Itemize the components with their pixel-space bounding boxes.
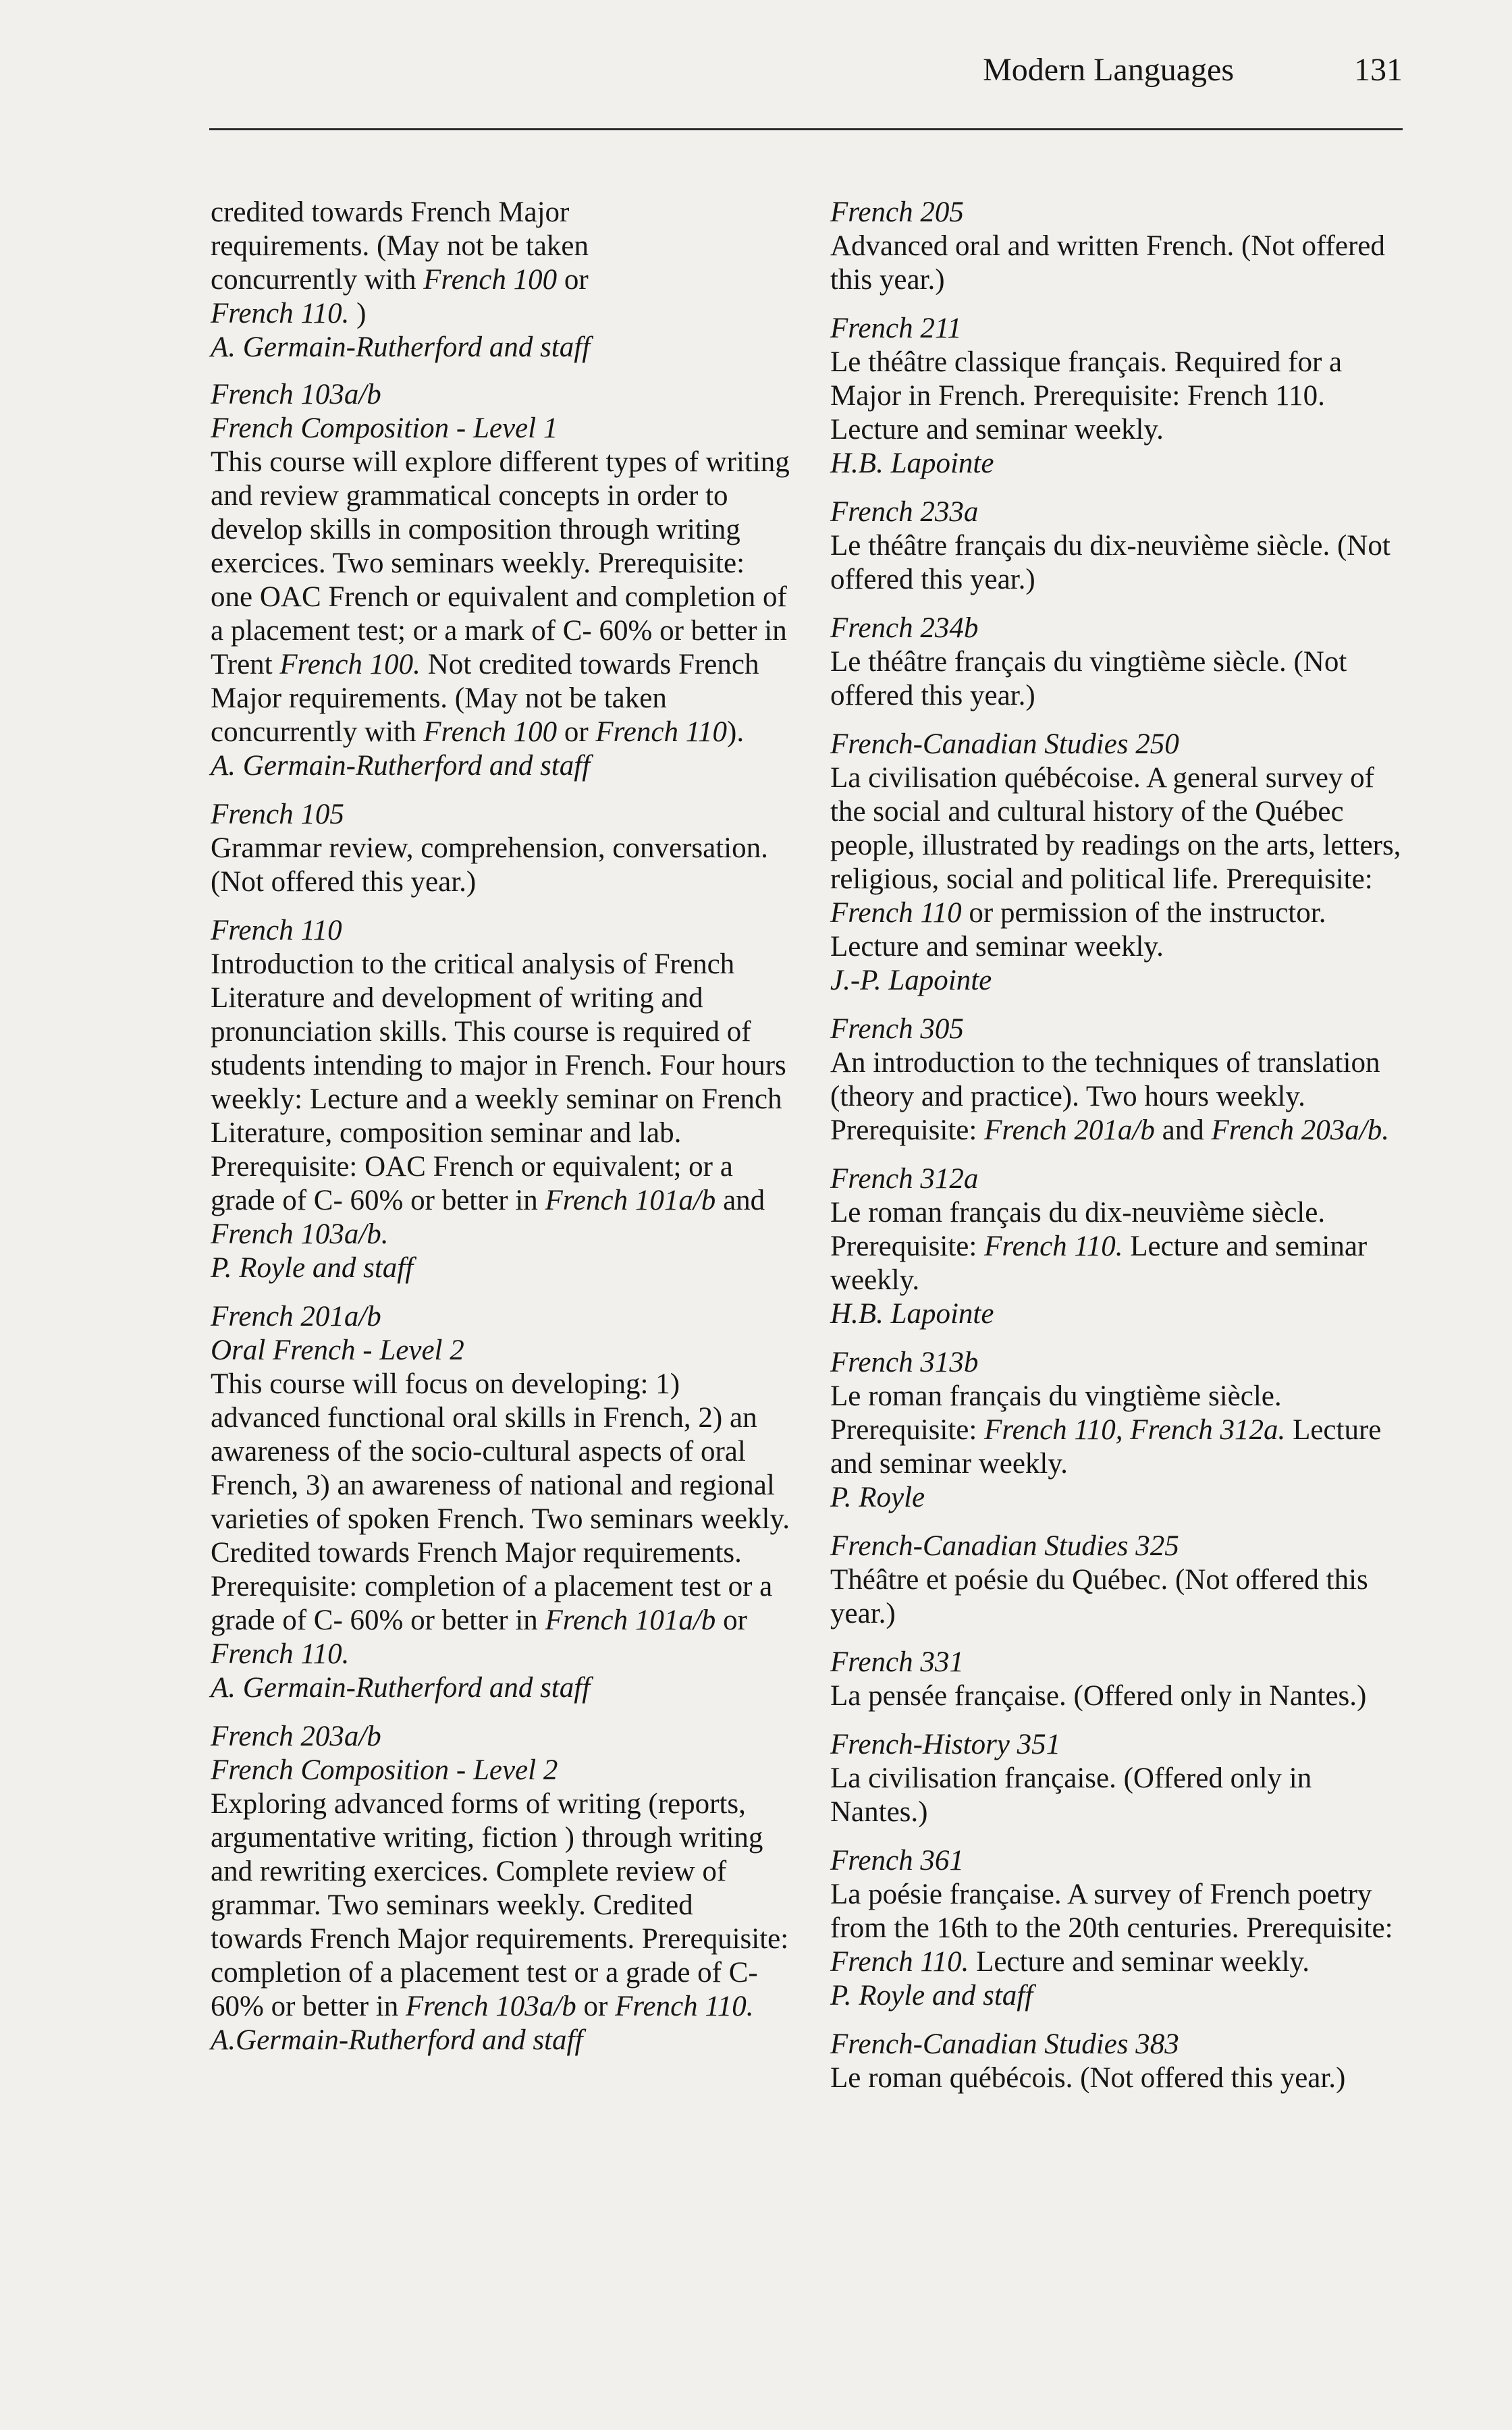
section-title: Modern Languages [983,52,1234,88]
course-description: La pensée française. (Offered only in Nantes.) [830,1680,1367,1712]
course-description: This course will explore different types of writing and review grammatical concepts in order to develop skills in composition through writing exercices. Two seminars weekly. Prerequisite: one OAC French or equivalent and completion of a placement test; or a mark of C- 60% or better in Trent French 100. Not credited towards French Major requirements. (May not be taken concurrently with French 100 or French 110). [211,446,790,748]
course-description: Le théâtre français du dix-neuvième siècle. (Not offered this year.) [830,530,1390,595]
course-subtitle: Oral French - Level 2 [211,1334,464,1366]
course-instructor: J.-P. Lapointe [830,965,992,996]
course-code: French-Canadian Studies 383 [830,2028,1179,2060]
left-column [211,196,791,2072]
course-entry [211,1720,791,2057]
course-entry [830,1346,1411,1515]
course-description: Le roman québécois. (Not offered this year.) [830,2062,1346,2094]
page-number: 131 [1354,52,1403,88]
course-code: French 312a [830,1163,979,1195]
course-entry [830,1162,1411,1331]
course-description: Exploring advanced forms of writing (reports, argumentative writing, fiction ) through writing and rewriting exercices. Complete review of grammar. Two seminars weekly. Credited towards French Major requirements. Prerequisite: completion of a placement test or a grade of C- 60% or better in French 103a/b or French 110. [211,1788,789,2022]
course-instructor: A. Germain-Rutherford and staff [211,1672,591,1704]
course-description: credited towards French Major requirements. (May not be taken concurrently with French 100 or French 110. ) [211,196,589,329]
course-code: French 205 [830,196,964,228]
course-code: French 305 [830,1013,964,1045]
course-entry [211,378,791,783]
course-entry [830,495,1411,597]
course-instructor: A. Germain-Rutherford and staff [211,750,591,782]
course-code: French-History 351 [830,1729,1061,1760]
course-code: French 234b [830,612,979,644]
page-header [209,49,1403,130]
course-description: La civilisation québécoise. A general survey of the social and cultural history of the Québec people, illustrated by readings on the arts, letters, religious, social and political life. Prerequisite: French 110 or permission of the instructor. Lecture and seminar weekly. [830,762,1401,963]
course-code: French-Canadian Studies 250 [830,728,1179,760]
course-description: Grammar review, comprehension, conversation. (Not offered this year.) [211,832,768,898]
course-code: French 233a [830,496,979,528]
course-code: French 331 [830,1646,964,1678]
course-description: La poésie française. A survey of French poetry from the 16th to the 20th centuries. Prerequisite: French 110. Lecture and seminar weekly. [830,1879,1393,1978]
course-entry [830,1844,1411,2013]
course-description: An introduction to the techniques of translation (theory and practice). Two hours weekly. Prerequisite: French 201a/b and French 203a/b. [830,1047,1389,1146]
course-description: Advanced oral and written French. (Not offered this year.) [830,230,1385,296]
course-entry [830,312,1411,481]
continuation-entry [211,196,791,364]
course-description: La civilisation française. (Offered only in Nantes.) [830,1762,1312,1828]
course-description: Introduction to the critical analysis of French Literature and development of writing and pronunciation skills. This course is required of students intending to major in French. Four hours weekly: Lecture and a weekly seminar on French Literature, composition seminar and lab. Prerequisite: OAC French or equivalent; or a grade of C- 60% or better in French 101a/b and French 103a/b. [211,948,786,1250]
course-description: Le roman français du vingtième siècle. Prerequisite: French 110, French 312a. Lecture and seminar weekly. [830,1380,1382,1480]
course-instructor: P. Royle [830,1482,925,1513]
course-entry [830,1013,1411,1148]
course-subtitle: French Composition - Level 2 [211,1754,558,1786]
course-entry [211,798,791,899]
course-code: French-Canadian Studies 325 [830,1530,1179,1562]
course-code: French 201a/b [211,1301,381,1332]
course-entry [830,2028,1411,2095]
course-code: French 110 [211,915,342,946]
course-instructor: H.B. Lapointe [830,448,994,479]
right-column [830,196,1411,2110]
course-instructor: P. Royle and staff [211,1252,414,1284]
course-code: French 211 [830,313,962,344]
course-subtitle: French Composition - Level 1 [211,412,558,444]
course-entry [830,1646,1411,1713]
course-code: French 313b [830,1347,979,1378]
course-instructor: H.B. Lapointe [830,1298,994,1330]
course-description: Le théâtre classique français. Required for a Major in French. Prerequisite: French 110. Lecture and seminar weekly. [830,346,1343,446]
course-description: Le théâtre français du vingtième siècle. (Not offered this year.) [830,646,1347,711]
course-entry [830,1530,1411,1631]
course-entry [830,1728,1411,1829]
course-code: French 105 [211,799,344,830]
course-description: Théâtre et poésie du Québec. (Not offered this year.) [830,1564,1368,1629]
course-code: French 203a/b [211,1721,381,1752]
course-entry [830,196,1411,297]
course-description: This course will focus on developing: 1) advanced functional oral skills in French, 2) an awareness of the socio-cultural aspects of oral French, 3) an awareness of national and regional varieties of spoken French. Two seminars weekly. Credited towards French Major requirements. Prerequisite: completion of a placement test or a grade of C- 60% or better in French 101a/b or French 110. [211,1368,790,1670]
course-code: French 361 [830,1845,964,1877]
course-entry [830,728,1411,998]
course-instructor: P. Royle and staff [830,1980,1033,2012]
course-instructor: A. Germain-Rutherford and staff [211,331,591,363]
course-description: Le roman français du dix-neuvième siècle. Prerequisite: French 110. Lecture and seminar weekly. [830,1197,1368,1296]
course-entry [211,1300,791,1705]
course-entry [211,914,791,1285]
course-entry [830,612,1411,713]
course-instructor: A.Germain-Rutherford and staff [211,2024,583,2056]
course-code: French 103a/b [211,379,381,410]
